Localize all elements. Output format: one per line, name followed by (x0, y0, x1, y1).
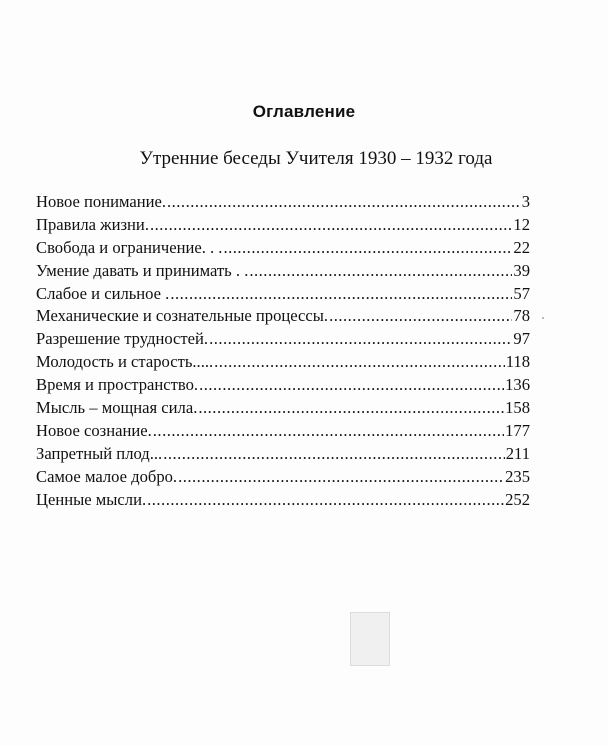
toc-entry-page: 12 (513, 214, 530, 234)
toc-entry-page: 158 (505, 398, 530, 418)
toc-entry-page: 118 (505, 352, 530, 372)
toc-entry-title: Слабое и сильное . (36, 283, 170, 303)
toc-entry-title: Правила жизни. (36, 214, 149, 234)
toc-entry-page: 211 (505, 443, 530, 463)
toc-entry-title: Мысль – мощная сила. (36, 398, 198, 418)
toc-entry-title: Самое малое добро. (36, 466, 178, 486)
toc-entry (36, 305, 530, 328)
toc-entry (36, 191, 530, 214)
toc-entry-page: 136 (505, 375, 530, 395)
toc-entry-title: Молодость и старость..... (36, 352, 214, 372)
toc-entry (36, 420, 530, 443)
toc-leader-dots (214, 351, 505, 374)
page-speck (542, 317, 544, 319)
toc-entry (36, 283, 530, 306)
toc-entry-title: Механические и сознательные процессы. (36, 306, 329, 326)
toc-entry (36, 237, 530, 260)
bleed-through-emblem (350, 612, 390, 666)
toc-entry-title: Свобода и ограничение. . . (36, 237, 223, 257)
toc-entry-title: Новое понимание. (36, 192, 166, 211)
toc-entry (36, 351, 530, 374)
toc-entry-title: Умение давать и принимать . . (36, 260, 249, 280)
toc-leader-dots (209, 328, 512, 351)
toc-leader-dots (223, 237, 512, 260)
toc-entry (36, 489, 530, 512)
toc-leader-dots (329, 305, 512, 328)
toc-leader-dots (198, 397, 504, 420)
toc-entry-title: Разрешение трудностей. (36, 329, 209, 349)
toc-leader-dots (147, 489, 504, 512)
toc-entry-title: Время и пространство. (36, 375, 199, 395)
toc-subheading: Утренние беседы Учителя 1930 – 1932 года (139, 148, 493, 169)
toc-entry-page: 57 (513, 283, 530, 303)
toc-entry-page: 252 (505, 489, 530, 509)
toc-leader-dots (167, 191, 521, 214)
toc-entry (36, 466, 530, 489)
toc-entry (36, 397, 530, 420)
toc-leader-dots (199, 374, 504, 397)
toc-leader-dots (153, 420, 504, 443)
toc-entry-title: Новое сознание. (36, 420, 152, 440)
toc-entry-title: Ценные мысли. (36, 489, 147, 509)
table-of-contents (36, 191, 530, 511)
toc-entry-page: 177 (505, 420, 530, 440)
toc-entry-page: 235 (505, 466, 530, 486)
toc-entry-title: Запретный плод... (36, 443, 163, 463)
toc-entry (36, 443, 530, 466)
toc-entry-page: 97 (513, 329, 530, 349)
toc-entry (36, 214, 530, 237)
toc-entry-page: 22 (513, 237, 530, 257)
toc-entry-page: 78 (513, 306, 530, 326)
toc-leader-dots (170, 283, 512, 306)
toc-leader-dots (178, 466, 504, 489)
toc-entry-page: 39 (513, 260, 530, 280)
toc-heading: Оглавление (252, 102, 356, 121)
toc-entry (36, 374, 530, 397)
toc-leader-dots (150, 214, 512, 237)
toc-entry (36, 260, 530, 283)
toc-entry-page: 3 (521, 192, 530, 211)
toc-entry (36, 328, 530, 351)
toc-leader-dots (163, 443, 505, 466)
toc-leader-dots (249, 260, 512, 283)
